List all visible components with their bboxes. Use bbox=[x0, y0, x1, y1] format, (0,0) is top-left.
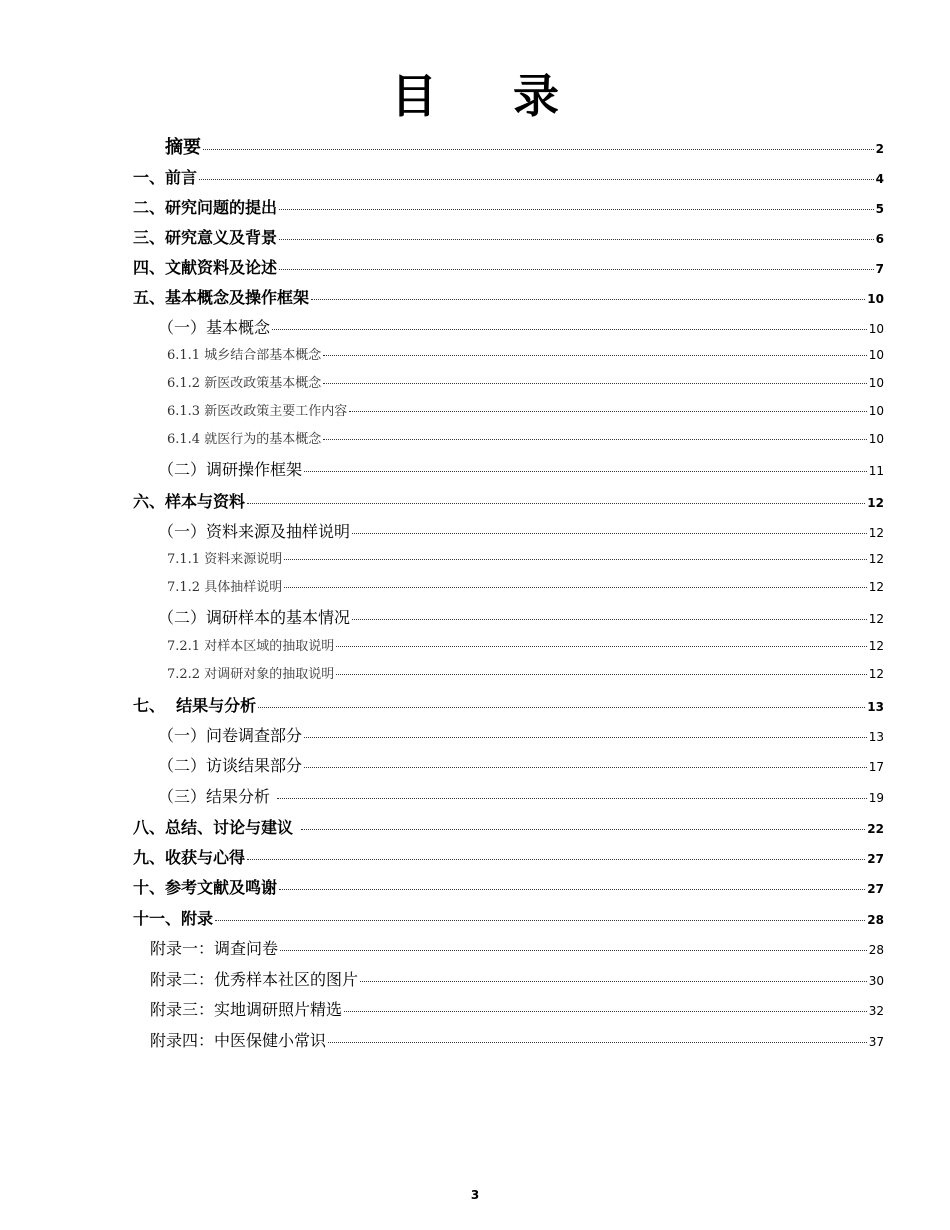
toc-entry-subsection[interactable] bbox=[167, 548, 884, 567]
toc-entry-label: （三）结果分析 bbox=[158, 787, 276, 806]
toc-entry-chapter-11[interactable] bbox=[133, 906, 884, 929]
dot-leader bbox=[328, 1042, 867, 1043]
toc-entry-appendix[interactable] bbox=[150, 1028, 884, 1051]
toc-entry-label: 十、参考文献及鸣谢 bbox=[133, 878, 278, 897]
dot-leader bbox=[284, 559, 867, 560]
toc-entry-label: 四、文献资料及论述 bbox=[133, 258, 278, 277]
toc-entry-label: 十一、附录 bbox=[133, 909, 214, 928]
dot-leader bbox=[272, 329, 867, 330]
toc-entry-page: 5 bbox=[875, 202, 884, 216]
toc-entry-page: 10 bbox=[868, 376, 884, 390]
toc-entry-page: 7 bbox=[875, 262, 884, 276]
toc-entry-label: （一）问卷调查部分 bbox=[158, 726, 303, 745]
dot-leader bbox=[304, 737, 867, 738]
toc-entry-page: 12 bbox=[868, 667, 884, 681]
dot-leader bbox=[336, 646, 867, 647]
toc-entry-page: 28 bbox=[867, 913, 884, 927]
toc-entry-chapter-2[interactable] bbox=[133, 195, 884, 218]
toc-entry-page: 10 bbox=[867, 292, 884, 306]
toc-entry-label: 7.1.2 具体抽样说明 bbox=[167, 580, 283, 595]
toc-entry-page: 22 bbox=[867, 822, 884, 836]
toc-entry-page: 17 bbox=[868, 760, 884, 774]
toc-entry-page: 10 bbox=[868, 322, 884, 336]
toc-entry-page: 13 bbox=[867, 700, 884, 714]
toc-entry-label: （二）访谈结果部分 bbox=[158, 756, 303, 775]
page-number: 3 bbox=[470, 1188, 480, 1202]
toc-entry-page: 28 bbox=[868, 943, 884, 957]
toc-entry-page: 13 bbox=[868, 730, 884, 744]
toc-entry-appendix[interactable] bbox=[150, 967, 884, 990]
toc-entry-label: 7.1.1 资料来源说明 bbox=[167, 552, 283, 567]
toc-entry-page: 19 bbox=[868, 791, 884, 805]
toc-entry-subsection[interactable] bbox=[167, 663, 884, 682]
toc-entry-chapter-10[interactable] bbox=[133, 875, 884, 898]
toc-entry-section[interactable] bbox=[158, 457, 884, 480]
dot-leader bbox=[352, 533, 867, 534]
toc-entry-label: 附录二：优秀样本社区的图片 bbox=[150, 970, 359, 989]
toc-entry-chapter-9[interactable] bbox=[133, 845, 884, 868]
toc-entry-section[interactable] bbox=[158, 519, 884, 542]
toc-entry-appendix[interactable] bbox=[150, 997, 884, 1020]
toc-entry-section[interactable] bbox=[158, 605, 884, 628]
dot-leader bbox=[280, 950, 867, 951]
toc-entry-label: 六、样本与资料 bbox=[133, 492, 246, 511]
toc-entry-page: 12 bbox=[868, 552, 884, 566]
toc-entry-page: 12 bbox=[868, 580, 884, 594]
toc-entry-label: （一）基本概念 bbox=[158, 318, 271, 337]
dot-leader bbox=[258, 707, 865, 708]
toc-entry-subsection[interactable] bbox=[167, 635, 884, 654]
dot-leader bbox=[349, 411, 867, 412]
toc-entry-label: 摘要 bbox=[165, 137, 201, 158]
toc-entry-label: 附录四：中医保健小常识 bbox=[150, 1031, 327, 1050]
dot-leader bbox=[277, 798, 867, 799]
toc-entry-chapter-3[interactable] bbox=[133, 225, 884, 248]
dot-leader bbox=[311, 299, 865, 300]
toc-entry-page: 27 bbox=[867, 882, 884, 896]
dot-leader bbox=[279, 269, 874, 270]
toc-entry-page: 27 bbox=[867, 852, 884, 866]
toc-entry-page: 10 bbox=[868, 404, 884, 418]
toc-entry-label: 八、总结、讨论与建议 bbox=[133, 818, 299, 837]
toc-entry-abstract[interactable] bbox=[165, 133, 884, 159]
toc-entry-label: 九、收获与心得 bbox=[133, 848, 246, 867]
toc-entry-label: 附录一：调查问卷 bbox=[150, 939, 279, 958]
toc-entry-subsection[interactable] bbox=[167, 400, 884, 419]
dot-leader bbox=[352, 619, 867, 620]
toc-entry-page: 4 bbox=[875, 172, 884, 186]
toc-entry-page: 6 bbox=[875, 232, 884, 246]
toc-entry-chapter-7[interactable] bbox=[133, 693, 884, 716]
toc-entry-page: 12 bbox=[868, 612, 884, 626]
toc-entry-appendix[interactable] bbox=[150, 936, 884, 959]
dot-leader bbox=[247, 859, 865, 860]
dot-leader bbox=[279, 209, 874, 210]
toc-entry-chapter-5[interactable] bbox=[133, 285, 884, 308]
dot-leader bbox=[215, 920, 865, 921]
toc-entry-section[interactable] bbox=[158, 784, 884, 807]
dot-leader bbox=[323, 439, 867, 440]
toc-entry-page: 10 bbox=[868, 348, 884, 362]
dot-leader bbox=[279, 239, 874, 240]
toc-entry-chapter-1[interactable] bbox=[133, 165, 884, 188]
toc-entry-subsection[interactable] bbox=[167, 372, 884, 391]
dot-leader bbox=[360, 981, 867, 982]
toc-entry-subsection[interactable] bbox=[167, 428, 884, 447]
toc-entry-label: （一）资料来源及抽样说明 bbox=[158, 522, 351, 541]
toc-entry-label: （二）调研操作框架 bbox=[158, 460, 303, 479]
dot-leader bbox=[344, 1011, 867, 1012]
toc-entry-page: 32 bbox=[868, 1004, 884, 1018]
toc-entry-section[interactable] bbox=[158, 723, 884, 746]
dot-leader bbox=[203, 149, 874, 150]
toc-entry-label: 6.1.2 新医改政策基本概念 bbox=[167, 376, 322, 391]
toc-entry-page: 12 bbox=[868, 526, 884, 540]
toc-entry-label: 三、研究意义及背景 bbox=[133, 228, 278, 247]
dot-leader bbox=[247, 503, 865, 504]
toc-entry-subsection[interactable] bbox=[167, 344, 884, 363]
toc-entry-label: 7.2.1 对样本区域的抽取说明 bbox=[167, 639, 335, 654]
toc-entry-page: 12 bbox=[868, 639, 884, 653]
page-title: 目 录 bbox=[390, 69, 589, 123]
toc-entry-label: 附录三：实地调研照片精选 bbox=[150, 1000, 343, 1019]
toc-entry-label: 七、 结果与分析 bbox=[133, 696, 257, 715]
toc-entry-subsection[interactable] bbox=[167, 576, 884, 595]
dot-leader bbox=[323, 355, 867, 356]
toc-entry-label: 一、前言 bbox=[133, 168, 198, 187]
toc-entry-label: 五、基本概念及操作框架 bbox=[133, 288, 310, 307]
dot-leader bbox=[279, 889, 865, 890]
dot-leader bbox=[304, 471, 867, 472]
toc-entry-label: （二）调研样本的基本情况 bbox=[158, 608, 351, 627]
dot-leader bbox=[336, 674, 867, 675]
toc-entry-section[interactable] bbox=[158, 315, 884, 338]
toc-entry-page: 30 bbox=[868, 974, 884, 988]
toc-entry-section[interactable] bbox=[158, 753, 884, 776]
toc-entry-label: 7.2.2 对调研对象的抽取说明 bbox=[167, 667, 335, 682]
toc-entry-chapter-4[interactable] bbox=[133, 255, 884, 278]
dot-leader bbox=[304, 767, 867, 768]
dot-leader bbox=[284, 587, 867, 588]
toc-entry-page: 12 bbox=[867, 496, 884, 510]
toc-entry-page: 2 bbox=[875, 142, 884, 156]
toc-entry-label: 6.1.3 新医改政策主要工作内容 bbox=[167, 404, 348, 419]
toc-entry-chapter-8[interactable] bbox=[133, 815, 884, 838]
toc-entry-label: 6.1.1 城乡结合部基本概念 bbox=[167, 348, 322, 363]
toc-entry-chapter-6[interactable] bbox=[133, 489, 884, 512]
dot-leader bbox=[199, 179, 874, 180]
dot-leader bbox=[301, 829, 866, 830]
toc-entry-label: 二、研究问题的提出 bbox=[133, 198, 278, 217]
toc-entry-label: 6.1.4 就医行为的基本概念 bbox=[167, 432, 322, 447]
dot-leader bbox=[323, 383, 867, 384]
toc-entry-page: 37 bbox=[868, 1035, 884, 1049]
toc-entry-page: 11 bbox=[868, 464, 884, 478]
toc-entry-page: 10 bbox=[868, 432, 884, 446]
